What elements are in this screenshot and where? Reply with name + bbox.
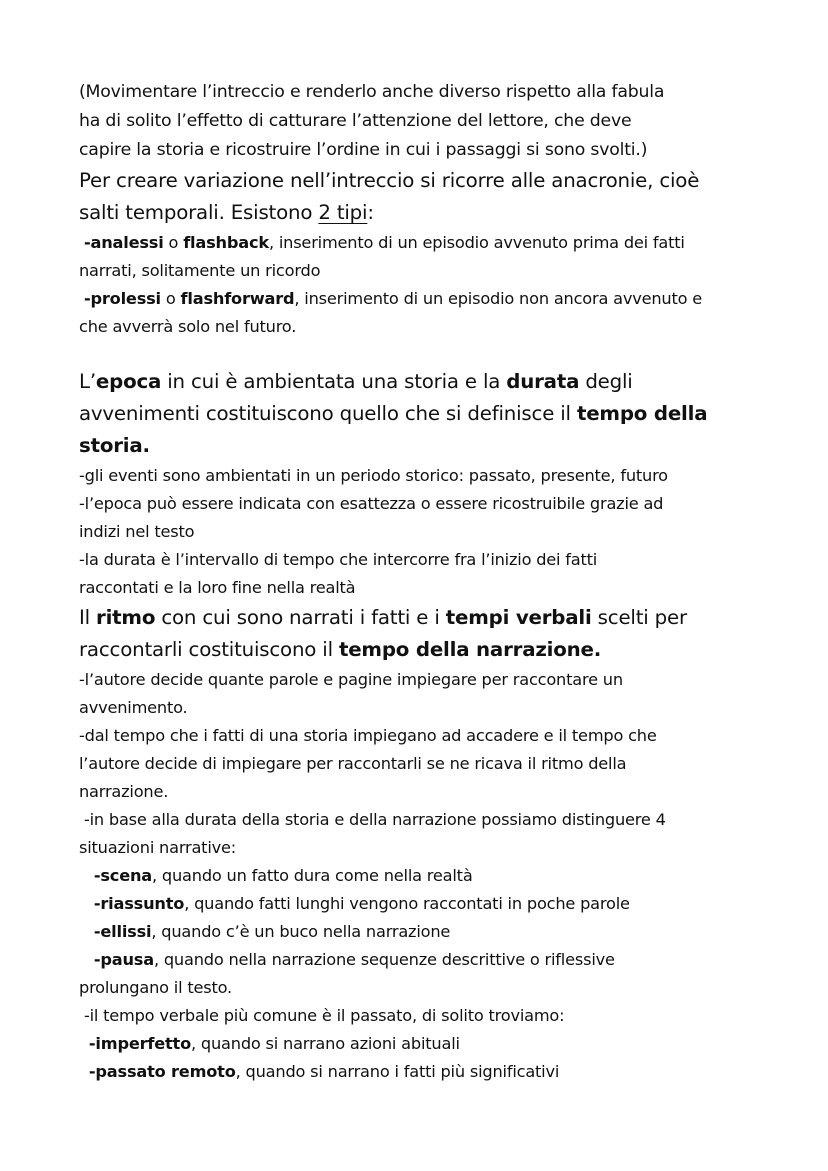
section-heading-line: avvenimenti costituiscono quello che si definisce il tempo della bbox=[79, 402, 708, 425]
text-line: (Movimentare l’intreccio e renderlo anche diverso rispetto alla fabula bbox=[79, 82, 665, 102]
tempo-storia-section bbox=[79, 366, 768, 602]
section-heading-line: L’epoca in cui è ambientata una storia e la durata degli bbox=[79, 370, 633, 393]
text-line: capire la storia e ricostruire l’ordine in cui i passaggi si sono svolti.) bbox=[79, 140, 648, 160]
list-item: situazioni narrative: bbox=[79, 838, 237, 857]
list-item: -il tempo verbale più comune è il passato, di solito troviamo: bbox=[79, 1006, 565, 1025]
analessi-item: -analessi o flashback, inserimento di un episodio avvenuto prima dei fatti bbox=[83, 233, 685, 252]
text-line: che avverrà solo nel futuro. bbox=[79, 317, 297, 336]
list-item: l’autore decide di impiegare per raccontarli se ne ricava il ritmo della bbox=[79, 754, 627, 773]
underlined-term: 2 tipi bbox=[318, 201, 368, 224]
list-item: -la durata è l’intervallo di tempo che intercorre fra l’inizio dei fatti bbox=[79, 550, 598, 569]
list-item: -l’autore decide quante parole e pagine impiegare per raccontare un bbox=[79, 670, 623, 689]
situazione-pausa: -pausa, quando nella narrazione sequenze descrittive o riflessive bbox=[93, 950, 615, 969]
list-item: indizi nel testo bbox=[79, 522, 195, 541]
list-item: raccontati e la loro fine nella realtà bbox=[79, 578, 356, 597]
tempo-imperfetto: -imperfetto, quando si narrano azioni abituali bbox=[88, 1034, 460, 1053]
section-heading-line: raccontarli costituiscono il tempo della narrazione. bbox=[79, 638, 602, 661]
anacronie-section bbox=[79, 165, 768, 341]
tempo-passato-remoto: -passato remoto, quando si narrano i fatti più significativi bbox=[88, 1062, 560, 1081]
text-line: salti temporali. Esistono 2 tipi: bbox=[79, 201, 374, 224]
prolessi-item: -prolessi o flashforward, inserimento di un episodio non ancora avvenuto e bbox=[83, 289, 703, 308]
intro-paragraph bbox=[79, 78, 768, 165]
situazione-ellissi: -ellissi, quando c’è un buco nella narrazione bbox=[93, 922, 451, 941]
list-item: avvenimento. bbox=[79, 698, 188, 717]
situazione-riassunto: -riassunto, quando fatti lunghi vengono raccontati in poche parole bbox=[93, 894, 630, 913]
list-item: -in base alla durata della storia e della narrazione possiamo distinguere 4 bbox=[79, 810, 666, 829]
text-line: narrati, solitamente un ricordo bbox=[79, 261, 321, 280]
text-line: prolungano il testo. bbox=[79, 978, 232, 997]
list-item: -l’epoca può essere indicata con esattezza o essere ricostruibile grazie ad bbox=[79, 494, 664, 513]
section-heading-line: storia. bbox=[79, 434, 150, 457]
text-line: Per creare variazione nell’intreccio si ricorre alle anacronie, cioè bbox=[79, 169, 700, 192]
list-item: narrazione. bbox=[79, 782, 169, 801]
text-line: ha di solito l’effetto di catturare l’attenzione del lettore, che deve bbox=[79, 111, 632, 131]
tempo-narrazione-section bbox=[79, 602, 768, 1086]
spacer bbox=[79, 341, 768, 366]
list-item: -gli eventi sono ambientati in un periodo storico: passato, presente, futuro bbox=[79, 466, 668, 485]
list-item: -dal tempo che i fatti di una storia impiegano ad accadere e il tempo che bbox=[79, 726, 657, 745]
situazione-scena: -scena, quando un fatto dura come nella realtà bbox=[93, 866, 473, 885]
section-heading-line: Il ritmo con cui sono narrati i fatti e i tempi verbali scelti per bbox=[79, 606, 687, 629]
